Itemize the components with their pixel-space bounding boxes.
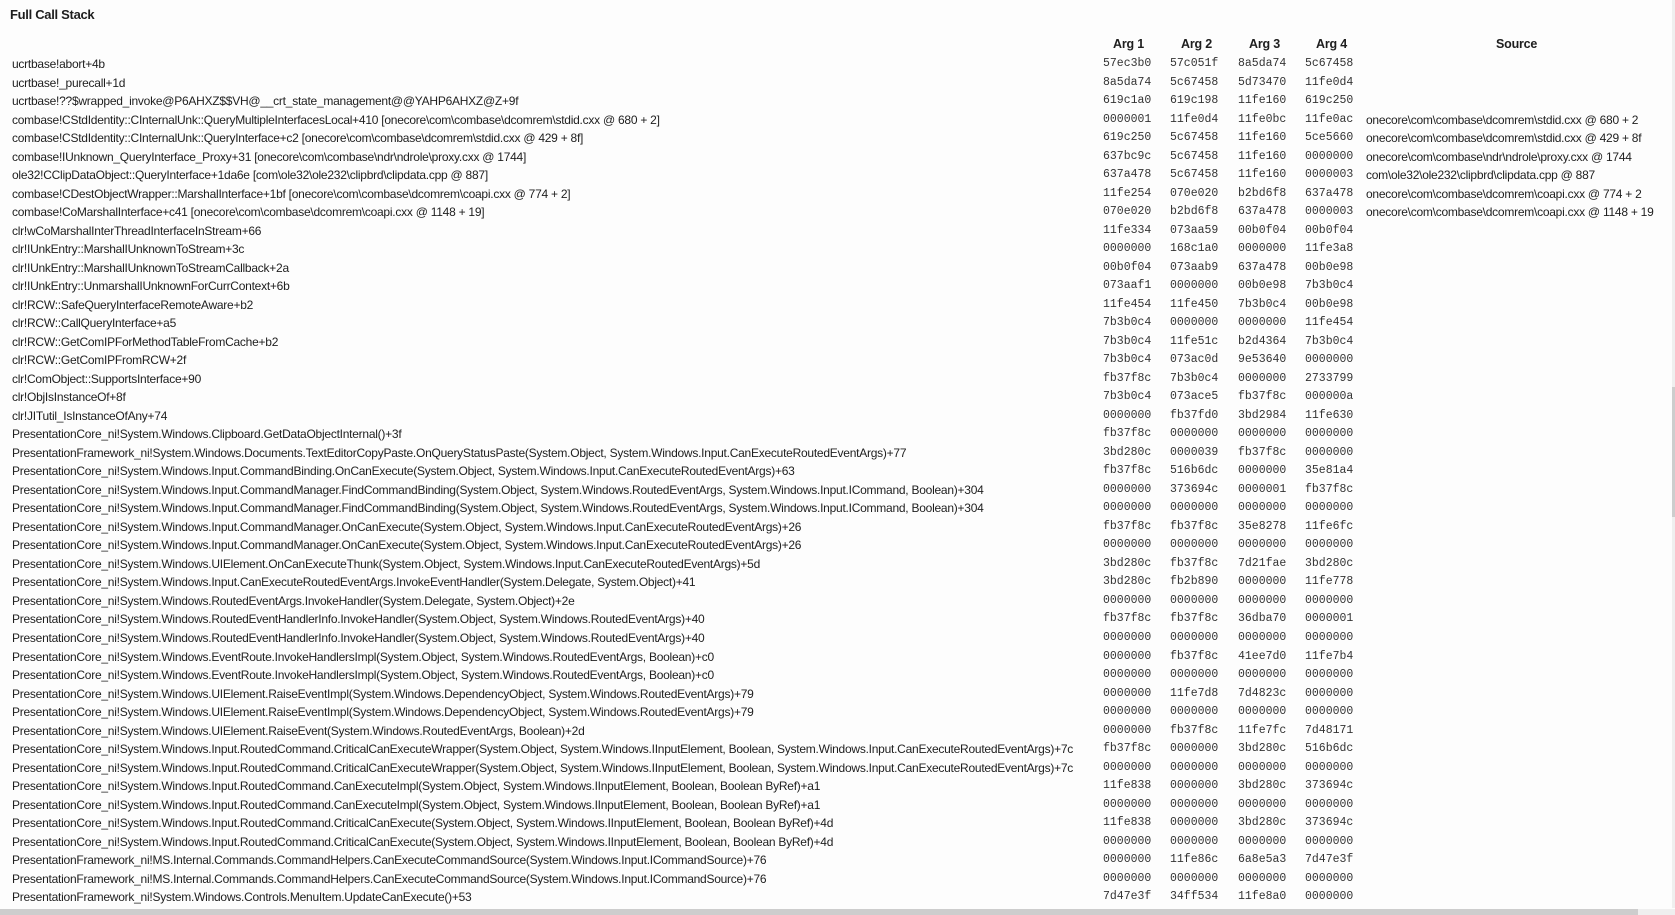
frame-arg3: 11fe160 xyxy=(1238,168,1287,182)
frame-arg2: 0000000 xyxy=(1170,668,1219,682)
frame-function: PresentationCore_ni!System.Windows.Input.RoutedCommand.CanExecuteImpl(System.Object, System.Windows.IInputElement, Boolean, Boolean ByRef)+a1 xyxy=(12,779,821,794)
frame-arg4: 0000000 xyxy=(1305,538,1354,552)
frame-function: clr!ComObject::SupportsInterface+90 xyxy=(12,371,202,386)
frame-arg4: 0000000 xyxy=(1305,149,1354,163)
frame-arg3: 0000000 xyxy=(1238,593,1287,607)
frame-arg1: 0000000 xyxy=(1103,501,1152,515)
frame-arg3: 11fe0bc xyxy=(1238,112,1287,126)
frame-function: clr!IUnkEntry::UnmarshalIUnknownForCurrContext+6b xyxy=(12,279,290,294)
frame-arg3: fb37f8c xyxy=(1238,445,1287,459)
frame-function: PresentationCore_ni!System.Windows.Input.RoutedCommand.CriticalCanExecuteWrapper(System.Object, System.Windows.IInputElement, Boolean, System.Windows.Input.CanExecuteRoutedEventArgs)+7c xyxy=(12,760,1074,775)
frame-arg4: 0000000 xyxy=(1305,797,1354,811)
frame-function: clr!JITutil_IsInstanceOfAny+74 xyxy=(12,408,168,423)
frame-source: onecore\com\combase\dcomrem\stdid.cxx @ 429 + 8f xyxy=(1366,131,1642,146)
frame-arg3: 0000000 xyxy=(1238,464,1287,478)
frame-arg2: 0000000 xyxy=(1170,279,1219,293)
frame-arg4: 3bd280c xyxy=(1305,556,1354,570)
frame-function: PresentationCore_ni!System.Windows.UIElement.RaiseEventImpl(System.Windows.DependencyObject, System.Windows.RoutedEventArgs)+79 xyxy=(12,705,754,720)
frame-arg2: fb2b890 xyxy=(1170,575,1219,589)
frame-arg1: 7b3b0c4 xyxy=(1103,334,1152,348)
frame-arg1: 0000000 xyxy=(1103,853,1152,867)
frame-arg4: 11fe6fc xyxy=(1305,519,1354,533)
frame-arg4: 373694c xyxy=(1305,779,1354,793)
frame-arg2: 11fe86c xyxy=(1170,853,1219,867)
frame-arg1: 3bd280c xyxy=(1103,556,1152,570)
frame-arg2: 0000000 xyxy=(1170,705,1219,719)
frame-arg4: 35e81a4 xyxy=(1305,464,1354,478)
frame-arg4: 7d48171 xyxy=(1305,723,1354,737)
stack-frame-row[interactable] xyxy=(0,481,1672,500)
frame-arg2: 0000000 xyxy=(1170,834,1219,848)
stack-frame-row[interactable] xyxy=(0,185,1672,204)
frame-arg4: 5ce5660 xyxy=(1305,131,1354,145)
frame-function: ucrtbase!??$wrapped_invoke@P6AHXZ$$VH@__crt_state_management@@YAHP6AHXZ@Z+9f xyxy=(12,94,519,109)
frame-arg1: fb37f8c xyxy=(1103,464,1152,478)
frame-arg4: 0000000 xyxy=(1305,871,1354,885)
column-header-arg4[interactable]: Arg 4 xyxy=(1316,37,1347,51)
frame-arg2: 073ace5 xyxy=(1170,390,1219,404)
frame-arg4: 0000000 xyxy=(1305,686,1354,700)
frame-function: combase!IUnknown_QueryInterface_Proxy+31 [onecore\com\combase\ndr\ndrole\proxy.cxx @ 1744] xyxy=(12,149,527,164)
frame-function: clr!RCW::CallQueryInterface+a5 xyxy=(12,316,177,331)
frame-function: PresentationCore_ni!System.Windows.Input.RoutedCommand.CriticalCanExecuteWrapper(System.Object, System.Windows.IInputElement, Boolean, System.Windows.Input.CanExecuteRoutedEventArgs)+7c xyxy=(12,742,1074,757)
frame-arg4: 0000000 xyxy=(1305,630,1354,644)
frame-arg4: 11fe0ac xyxy=(1305,112,1354,126)
frame-function: clr!RCW::GetComIPForMethodTableFromCache+b2 xyxy=(12,334,279,349)
stack-frame-row[interactable] xyxy=(0,666,1672,685)
frame-function: PresentationCore_ni!System.Windows.UIElement.RaiseEventImpl(System.Windows.DependencyObject, System.Windows.RoutedEventArgs)+79 xyxy=(12,686,754,701)
frame-arg4: 516b6dc xyxy=(1305,742,1354,756)
frame-arg3: 11fe160 xyxy=(1238,94,1287,108)
stack-frame-row[interactable] xyxy=(0,814,1672,833)
frame-arg4: 11fe778 xyxy=(1305,575,1354,589)
frame-arg1: 11fe838 xyxy=(1103,816,1152,830)
frame-arg1: 3bd280c xyxy=(1103,575,1152,589)
frame-arg2: 0000000 xyxy=(1170,816,1219,830)
frame-arg3: 0000000 xyxy=(1238,834,1287,848)
frame-function: PresentationCore_ni!System.Windows.UIElement.OnCanExecuteThunk(System.Object, System.Windows.Input.CanExecuteRoutedEventArgs)+5d xyxy=(12,556,761,571)
frame-arg3: 0000000 xyxy=(1238,760,1287,774)
frame-arg3: 00b0e98 xyxy=(1238,279,1287,293)
frame-arg1: 7b3b0c4 xyxy=(1103,390,1152,404)
frame-arg4: 7d47e3f xyxy=(1305,853,1354,867)
frame-arg4: 0000001 xyxy=(1305,612,1354,626)
frame-function: clr!wCoMarshalInterThreadInterfaceInStream+66 xyxy=(12,223,262,238)
frame-arg3: 3bd2984 xyxy=(1238,408,1287,422)
frame-arg4: 0000000 xyxy=(1305,353,1354,367)
frame-arg2: 0000039 xyxy=(1170,445,1219,459)
frame-arg1: fb37f8c xyxy=(1103,519,1152,533)
frame-arg2: 57c051f xyxy=(1170,57,1219,70)
frame-arg4: 11fe630 xyxy=(1305,408,1354,422)
frame-arg3: 7d4823c xyxy=(1238,686,1287,700)
frame-arg4: 0000000 xyxy=(1305,427,1354,441)
frame-arg2: 11fe51c xyxy=(1170,334,1219,348)
stack-frame-row[interactable] xyxy=(0,407,1672,426)
stack-frame-row[interactable] xyxy=(0,740,1672,759)
frame-arg1: 3bd280c xyxy=(1103,445,1152,459)
frame-arg2: 0000000 xyxy=(1170,871,1219,885)
stack-frame-row[interactable] xyxy=(0,148,1672,167)
frame-function: PresentationFramework_ni!MS.Internal.Commands.CommandHelpers.CanExecuteCommandSource(System.Windows.Input.ICommandSource)+76 xyxy=(12,871,767,886)
frame-arg1: 0000000 xyxy=(1103,834,1152,848)
frame-arg4: 7b3b0c4 xyxy=(1305,334,1354,348)
frame-arg2: 619c198 xyxy=(1170,94,1219,108)
frame-arg1: 0000000 xyxy=(1103,408,1152,422)
frame-arg2: 373694c xyxy=(1170,482,1219,496)
frame-arg1: fb37f8c xyxy=(1103,427,1152,441)
stack-frame-row[interactable] xyxy=(0,259,1672,278)
frame-arg1: 073aaf1 xyxy=(1103,279,1152,293)
frame-arg1: 070e020 xyxy=(1103,205,1152,219)
stack-frame-row[interactable] xyxy=(0,129,1672,148)
stack-frame-row[interactable] xyxy=(0,759,1672,778)
frame-arg3: 9e53640 xyxy=(1238,353,1287,367)
stack-frame-row[interactable] xyxy=(0,629,1672,648)
frame-arg3: 7d21fae xyxy=(1238,556,1287,570)
frame-arg2: fb37fd0 xyxy=(1170,408,1219,422)
stack-frame-row[interactable] xyxy=(0,888,1672,907)
frame-arg4: 0000000 xyxy=(1305,890,1354,904)
frame-arg1: 11fe454 xyxy=(1103,297,1152,311)
frame-arg3: 11fe8a0 xyxy=(1238,890,1287,904)
frame-arg1: 0000000 xyxy=(1103,760,1152,774)
frame-function: clr!IUnkEntry::MarshalIUnknownToStreamCallback+2a xyxy=(12,260,289,275)
stack-frame-row[interactable] xyxy=(0,796,1672,815)
frame-arg2: 073ac0d xyxy=(1170,353,1219,367)
frame-function: PresentationCore_ni!System.Windows.RoutedEventArgs.InvokeHandler(System.Delegate, System.Object)+2e xyxy=(12,593,575,608)
frame-arg2: 5c67458 xyxy=(1170,131,1219,145)
frame-function: PresentationFramework_ni!System.Windows.Documents.TextEditorCopyPaste.OnQueryStatusPaste(System.Object, System.Windows.Input.CanExecuteRoutedEventArgs)+77 xyxy=(12,445,907,460)
frame-function: ucrtbase!abort+4b xyxy=(12,57,105,71)
frame-arg4: 0000003 xyxy=(1305,205,1354,219)
frame-arg4: 0000003 xyxy=(1305,168,1354,182)
frame-arg1: 0000000 xyxy=(1103,871,1152,885)
frame-function: PresentationCore_ni!System.Windows.Input.CommandManager.FindCommandBinding(System.Object, System.Windows.RoutedEventArgs, System.Windows.Input.ICommand, Boolean)+304 xyxy=(12,501,984,516)
frame-arg3: fb37f8c xyxy=(1238,390,1287,404)
stack-frame-row[interactable] xyxy=(0,296,1672,315)
frame-arg2: 5c67458 xyxy=(1170,149,1219,163)
frame-arg2: fb37f8c xyxy=(1170,612,1219,626)
frame-source: onecore\com\combase\dcomrem\coapi.cxx @ 1148 + 19 xyxy=(1366,205,1654,220)
frame-arg2: 0000000 xyxy=(1170,760,1219,774)
frame-arg1: 7b3b0c4 xyxy=(1103,316,1152,330)
frame-arg3: 7b3b0c4 xyxy=(1238,297,1287,311)
frame-arg3: 3bd280c xyxy=(1238,742,1287,756)
frame-arg3: 8a5da74 xyxy=(1238,57,1287,70)
frame-arg2: 7b3b0c4 xyxy=(1170,371,1219,385)
frame-arg4: 373694c xyxy=(1305,816,1354,830)
frame-arg1: 11fe334 xyxy=(1103,223,1152,237)
frame-arg4: 00b0e98 xyxy=(1305,297,1354,311)
stack-frame-row[interactable] xyxy=(0,833,1672,852)
stack-frame-row[interactable] xyxy=(0,351,1672,370)
frame-arg2: 0000000 xyxy=(1170,797,1219,811)
frame-arg3: 41ee7d0 xyxy=(1238,649,1287,663)
frame-arg3: 0000000 xyxy=(1238,316,1287,330)
frame-arg3: 0000000 xyxy=(1238,242,1287,256)
frame-arg1: fb37f8c xyxy=(1103,612,1152,626)
frame-arg1: 11fe254 xyxy=(1103,186,1152,200)
stack-frame-row[interactable] xyxy=(0,55,1672,74)
frame-arg2: 070e020 xyxy=(1170,186,1219,200)
stack-frame-row[interactable] xyxy=(0,573,1672,592)
frame-arg3: 0000001 xyxy=(1238,482,1287,496)
frame-arg1: 7d47e3f xyxy=(1103,890,1152,904)
frame-function: clr!RCW::GetComIPFromRCW+2f xyxy=(12,353,187,368)
stack-frame-row[interactable] xyxy=(0,555,1672,574)
frame-arg1: 619c250 xyxy=(1103,131,1152,145)
frame-arg1: fb37f8c xyxy=(1103,742,1152,756)
frame-arg2: 0000000 xyxy=(1170,779,1219,793)
frame-arg1: 0000000 xyxy=(1103,593,1152,607)
frame-arg1: 0000000 xyxy=(1103,538,1152,552)
frame-arg4: 5c67458 xyxy=(1305,57,1354,70)
frame-arg3: 3bd280c xyxy=(1238,779,1287,793)
frame-arg2: 0000000 xyxy=(1170,538,1219,552)
stack-frame-row[interactable] xyxy=(0,592,1672,611)
frame-arg1: fb37f8c xyxy=(1103,371,1152,385)
frame-arg3: 0000000 xyxy=(1238,797,1287,811)
frame-function: PresentationCore_ni!System.Windows.Input.CommandManager.FindCommandBinding(System.Object, System.Windows.RoutedEventArgs, System.Windows.Input.ICommand, Boolean)+304 xyxy=(12,482,984,497)
frame-arg4: 00b0e98 xyxy=(1305,260,1354,274)
stack-frame-row[interactable] xyxy=(0,685,1672,704)
frame-function: PresentationCore_ni!System.Windows.Clipboard.GetDataObjectInternal()+3f xyxy=(12,427,402,442)
stack-frame-row[interactable] xyxy=(0,518,1672,537)
frame-arg1: 637bc9c xyxy=(1103,149,1152,163)
frame-source: onecore\com\combase\dcomrem\stdid.cxx @ 680 + 2 xyxy=(1366,112,1639,127)
frame-function: PresentationCore_ni!System.Windows.Input.CommandBinding.OnCanExecute(System.Object, System.Windows.Input.CanExecuteRoutedEventArgs)+63 xyxy=(12,464,795,479)
frame-arg1: 0000000 xyxy=(1103,482,1152,496)
frame-arg1: 637a478 xyxy=(1103,168,1152,182)
stack-frame-row[interactable] xyxy=(0,870,1672,889)
frame-arg4: 11fe3a8 xyxy=(1305,242,1354,256)
frame-function: PresentationCore_ni!System.Windows.Input.RoutedCommand.CanExecuteImpl(System.Object, System.Windows.IInputElement, Boolean, Boolean ByRef)+a1 xyxy=(12,797,821,812)
frame-arg4: 637a478 xyxy=(1305,186,1354,200)
frame-function: PresentationCore_ni!System.Windows.Input.RoutedCommand.CriticalCanExecute(System.Object, System.Windows.IInputElement, Boolean, Boolean ByRef)+4d xyxy=(12,816,834,831)
frame-arg3: 0000000 xyxy=(1238,668,1287,682)
frame-arg3: 11fe160 xyxy=(1238,131,1287,145)
frame-arg4: 0000000 xyxy=(1305,593,1354,607)
frame-arg2: 073aa59 xyxy=(1170,223,1219,237)
stack-frame-row[interactable] xyxy=(0,425,1672,444)
stack-frame-row[interactable] xyxy=(0,444,1672,463)
frame-arg1: 57ec3b0 xyxy=(1103,57,1152,70)
stack-frame-row[interactable] xyxy=(0,111,1672,130)
frame-function: combase!CStdIdentity::CInternalUnk::QueryInterface+c2 [onecore\com\combase\dcomrem\stdid.cxx @ 429 + 8f] xyxy=(12,131,584,146)
frame-arg1: 0000000 xyxy=(1103,242,1152,256)
stack-frame-row[interactable] xyxy=(0,92,1672,111)
frame-arg2: 11fe450 xyxy=(1170,297,1219,311)
frame-arg1: 0000000 xyxy=(1103,686,1152,700)
frame-function: PresentationCore_ni!System.Windows.RoutedEventHandlerInfo.InvokeHandler(System.Object, System.Windows.RoutedEventArgs)+40 xyxy=(12,612,705,627)
frame-arg3: 0000000 xyxy=(1238,575,1287,589)
frame-arg1: 00b0f04 xyxy=(1103,260,1152,274)
frame-source: com\ole32\ole232\clipbrd\clipdata.cpp @ 887 xyxy=(1366,168,1595,183)
frame-arg2: 0000000 xyxy=(1170,501,1219,515)
stack-frame-row[interactable] xyxy=(0,333,1672,352)
stack-frame-row[interactable] xyxy=(0,314,1672,333)
stack-frame-row[interactable] xyxy=(0,203,1672,222)
frame-arg3: 0000000 xyxy=(1238,427,1287,441)
stack-frame-row[interactable] xyxy=(0,499,1672,518)
frame-arg1: 0000000 xyxy=(1103,630,1152,644)
frame-function: PresentationCore_ni!System.Windows.EventRoute.InvokeHandlersImpl(System.Object, System.Windows.RoutedEventArgs, Boolean)+c0 xyxy=(12,668,714,683)
frame-arg1: 0000000 xyxy=(1103,723,1152,737)
frame-arg1: 11fe838 xyxy=(1103,779,1152,793)
call-stack-list xyxy=(0,55,1672,907)
frame-arg2: fb37f8c xyxy=(1170,519,1219,533)
frame-arg1: 8a5da74 xyxy=(1103,75,1152,89)
frame-source: onecore\com\combase\ndr\ndrole\proxy.cxx @ 1744 xyxy=(1366,149,1632,164)
column-header-arg2[interactable]: Arg 2 xyxy=(1181,37,1212,51)
stack-frame-row[interactable] xyxy=(0,777,1672,796)
frame-arg4: 2733799 xyxy=(1305,371,1354,385)
stack-frame-row[interactable] xyxy=(0,388,1672,407)
frame-arg4: 00b0f04 xyxy=(1305,223,1354,237)
frame-arg2: 0000000 xyxy=(1170,593,1219,607)
frame-arg2: 0000000 xyxy=(1170,742,1219,756)
column-header-arg3[interactable]: Arg 3 xyxy=(1249,37,1280,51)
frame-arg4: 619c250 xyxy=(1305,94,1354,108)
frame-function: clr!IUnkEntry::MarshalIUnknownToStream+3c xyxy=(12,242,245,257)
frame-arg1: 7b3b0c4 xyxy=(1103,353,1152,367)
frame-arg1: 0000000 xyxy=(1103,705,1152,719)
horizontal-scrollbar-thumb[interactable] xyxy=(0,909,1638,915)
frame-arg3: 11fe160 xyxy=(1238,149,1287,163)
frame-function: combase!CDestObjectWrapper::MarshalInterface+1bf [onecore\com\combase\dcomrem\coapi.cxx @ 774 + 2] xyxy=(12,186,571,201)
frame-source: onecore\com\combase\dcomrem\coapi.cxx @ 774 + 2 xyxy=(1366,186,1642,201)
frame-arg4: 0000000 xyxy=(1305,445,1354,459)
stack-frame-row[interactable] xyxy=(0,240,1672,259)
frame-arg3: b2d4364 xyxy=(1238,334,1287,348)
frame-function: PresentationCore_ni!System.Windows.Input.CommandManager.OnCanExecute(System.Object, System.Windows.Input.CanExecuteRoutedEventArgs)+26 xyxy=(12,538,802,553)
column-header-source[interactable]: Source xyxy=(1496,37,1538,51)
frame-arg3: 0000000 xyxy=(1238,871,1287,885)
frame-arg3: 637a478 xyxy=(1238,260,1287,274)
frame-arg2: fb37f8c xyxy=(1170,649,1219,663)
frame-arg4: 000000a xyxy=(1305,390,1354,404)
frame-arg4: 0000000 xyxy=(1305,834,1354,848)
stack-frame-row[interactable] xyxy=(0,536,1672,555)
frame-arg3: 00b0f04 xyxy=(1238,223,1287,237)
frame-arg2: fb37f8c xyxy=(1170,723,1219,737)
frame-arg3: b2bd6f8 xyxy=(1238,186,1287,200)
stack-frame-row[interactable] xyxy=(0,277,1672,296)
frame-arg2: 0000000 xyxy=(1170,427,1219,441)
frame-arg2: 0000000 xyxy=(1170,316,1219,330)
frame-arg2: b2bd6f8 xyxy=(1170,205,1219,219)
frame-function: PresentationCore_ni!System.Windows.Input.CanExecuteRoutedEventArgs.InvokeEventHandler(System.Delegate, System.Object)+41 xyxy=(12,575,696,590)
frame-arg4: 0000000 xyxy=(1305,760,1354,774)
frame-arg4: 0000000 xyxy=(1305,705,1354,719)
frame-function: ucrtbase!_purecall+1d xyxy=(12,75,126,90)
frame-function: PresentationCore_ni!System.Windows.EventRoute.InvokeHandlersImpl(System.Object, System.Windows.RoutedEventArgs, Boolean)+c0 xyxy=(12,649,714,664)
frame-arg2: 5c67458 xyxy=(1170,168,1219,182)
frame-arg3: 5d73470 xyxy=(1238,75,1287,89)
frame-arg4: 11fe7b4 xyxy=(1305,649,1354,663)
frame-arg3: 0000000 xyxy=(1238,538,1287,552)
frame-arg2: 168c1a0 xyxy=(1170,242,1219,256)
frame-arg2: 0000000 xyxy=(1170,630,1219,644)
page-title: Full Call Stack xyxy=(10,7,95,22)
frame-arg4: 0000000 xyxy=(1305,501,1354,515)
frame-arg3: 0000000 xyxy=(1238,705,1287,719)
frame-arg3: 6a8e5a3 xyxy=(1238,853,1287,867)
frame-arg2: 11fe7d8 xyxy=(1170,686,1219,700)
frame-arg3: 0000000 xyxy=(1238,371,1287,385)
stack-frame-row[interactable] xyxy=(0,851,1672,870)
stack-frame-row[interactable] xyxy=(0,462,1672,481)
frame-arg4: 7b3b0c4 xyxy=(1305,279,1354,293)
frame-function: PresentationCore_ni!System.Windows.Input.RoutedCommand.CriticalCanExecute(System.Object, System.Windows.IInputElement, Boolean, Boolean ByRef)+4d xyxy=(12,834,834,849)
frame-arg3: 0000000 xyxy=(1238,501,1287,515)
frame-arg3: 11fe7fc xyxy=(1238,723,1287,737)
stack-frame-row[interactable] xyxy=(0,370,1672,389)
frame-arg2: 5c67458 xyxy=(1170,75,1219,89)
frame-function: combase!CStdIdentity::CInternalUnk::QueryMultipleInterfacesLocal+410 [onecore\com\combase\dcomrem\stdid.cxx @ 680 + 2] xyxy=(12,112,660,127)
stack-frame-row[interactable] xyxy=(0,722,1672,741)
frame-arg3: 36dba70 xyxy=(1238,612,1287,626)
frame-arg1: 0000000 xyxy=(1103,649,1152,663)
frame-arg4: 0000000 xyxy=(1305,668,1354,682)
frame-function: ole32!CClipDataObject::QueryInterface+1da6e [com\ole32\ole232\clipbrd\clipdata.cpp @ 887] xyxy=(12,168,488,183)
frame-arg2: 11fe0d4 xyxy=(1170,112,1219,126)
frame-arg4: fb37f8c xyxy=(1305,482,1354,496)
frame-arg4: 11fe454 xyxy=(1305,316,1354,330)
frame-arg2: 516b6dc xyxy=(1170,464,1219,478)
frame-function: PresentationCore_ni!System.Windows.UIElement.RaiseEvent(System.Windows.RoutedEventArgs, Boolean)+2d xyxy=(12,723,585,738)
stack-frame-row[interactable] xyxy=(0,703,1672,722)
horizontal-scrollbar[interactable] xyxy=(0,909,1675,915)
frame-arg1: 619c1a0 xyxy=(1103,94,1152,108)
frame-arg3: 35e8278 xyxy=(1238,519,1287,533)
stack-frame-row[interactable] xyxy=(0,222,1672,241)
frame-function: PresentationFramework_ni!System.Windows.Controls.MenuItem.UpdateCanExecute()+53 xyxy=(12,890,472,905)
frame-arg2: 34ff534 xyxy=(1170,890,1219,904)
frame-function: clr!RCW::SafeQueryInterfaceRemoteAware+b2 xyxy=(12,297,254,312)
frame-arg3: 637a478 xyxy=(1238,205,1287,219)
stack-frame-row[interactable] xyxy=(0,166,1672,185)
frame-arg1: 0000000 xyxy=(1103,797,1152,811)
frame-arg2: 073aab9 xyxy=(1170,260,1219,274)
stack-frame-row[interactable] xyxy=(0,74,1672,93)
frame-arg2: fb37f8c xyxy=(1170,556,1219,570)
frame-arg3: 0000000 xyxy=(1238,630,1287,644)
frame-function: PresentationCore_ni!System.Windows.Input.CommandManager.OnCanExecute(System.Object, System.Windows.Input.CanExecuteRoutedEventArgs)+26 xyxy=(12,519,802,534)
frame-arg1: 0000001 xyxy=(1103,112,1152,126)
frame-function: PresentationCore_ni!System.Windows.RoutedEventHandlerInfo.InvokeHandler(System.Object, System.Windows.RoutedEventArgs)+40 xyxy=(12,630,705,645)
frame-function: clr!ObjIsInstanceOf+8f xyxy=(12,390,126,405)
stack-frame-row[interactable] xyxy=(0,610,1672,629)
frame-function: PresentationFramework_ni!MS.Internal.Commands.CommandHelpers.CanExecuteCommandSource(System.Windows.Input.ICommandSource)+76 xyxy=(12,853,767,868)
column-header-arg1[interactable]: Arg 1 xyxy=(1113,37,1144,51)
stack-frame-row[interactable] xyxy=(0,648,1672,667)
frame-arg1: 0000000 xyxy=(1103,668,1152,682)
frame-arg4: 11fe0d4 xyxy=(1305,75,1354,89)
frame-function: combase!CoMarshalInterface+c41 [onecore\com\combase\dcomrem\coapi.cxx @ 1148 + 19] xyxy=(12,205,485,220)
frame-arg3: 3bd280c xyxy=(1238,816,1287,830)
